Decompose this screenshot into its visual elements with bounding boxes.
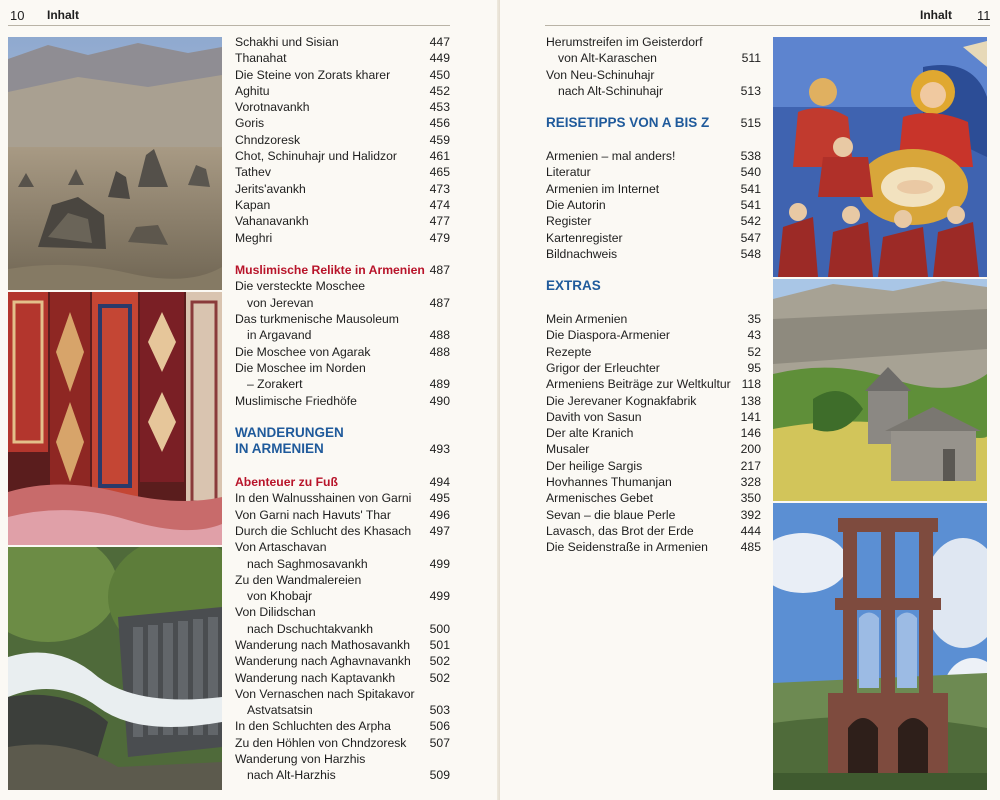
toc-subheading: Muslimische Relikte in Armenien 487 bbox=[235, 263, 450, 278]
toc-entry: Rezepte 52 bbox=[546, 344, 761, 359]
right-page bbox=[500, 0, 1000, 800]
toc-entry: Die Steine von Zorats kharer 450 bbox=[235, 67, 450, 82]
toc-spacer bbox=[235, 409, 450, 425]
toc-entry-continuation: von Jerevan 487 bbox=[247, 295, 450, 310]
toc-spacer bbox=[546, 262, 761, 278]
toc-entry: Grigor der Erleuchter 95 bbox=[546, 360, 761, 375]
toc-entry: Von Neu-Schinuhajr bbox=[546, 67, 655, 82]
toc-entry: Die Moschee von Agarak 488 bbox=[235, 344, 450, 359]
toc-entry: Mein Armenien 35 bbox=[546, 312, 761, 327]
toc-entry: Zu den Wandmalereien bbox=[235, 572, 362, 587]
toc-left-column bbox=[235, 34, 450, 784]
left-running-title: Inhalt bbox=[47, 8, 79, 22]
toc-entry: Wanderung nach Aghavnavankh 502 bbox=[235, 654, 450, 669]
right-header-rule bbox=[545, 25, 990, 26]
toc-entry: Register 542 bbox=[546, 214, 761, 229]
toc-entry: Bildnachweis 548 bbox=[546, 246, 761, 261]
toc-entry: Zu den Höhlen von Chndzoresk 507 bbox=[235, 735, 450, 750]
toc-right-column bbox=[546, 34, 761, 556]
toc-entry: Die Diaspora-Armenier 43 bbox=[546, 328, 761, 343]
toc-subheading: Abenteuer zu Fuß 494 bbox=[235, 475, 450, 490]
bell-tower-photo bbox=[773, 503, 987, 790]
toc-entry: Herumstreifen im Geisterdorf bbox=[546, 35, 703, 49]
toc-entry: Aghitu 452 bbox=[235, 83, 450, 98]
toc-entry-continuation: Astvatsatsin 503 bbox=[247, 703, 450, 718]
toc-spacer bbox=[546, 99, 761, 115]
toc-entry: Die versteckte Moschee bbox=[235, 279, 366, 294]
fresco-photo bbox=[773, 37, 987, 277]
toc-entry: Durch die Schlucht des Khasach 497 bbox=[235, 523, 450, 538]
toc-entry: Tathev 465 bbox=[235, 165, 450, 180]
toc-entry: Die Autorin 541 bbox=[546, 197, 761, 212]
toc-entry-continuation: nach Saghmosavankh 499 bbox=[247, 556, 450, 571]
toc-entry: Von Dilidschan bbox=[235, 605, 316, 620]
toc-entry: Chndzoresk 459 bbox=[235, 132, 450, 147]
toc-section-heading: REISETIPPS VON A BIS Z 515 bbox=[546, 115, 761, 131]
toc-spacer bbox=[235, 246, 450, 262]
toc-entry: Meghri 479 bbox=[235, 230, 450, 245]
toc-entry-continuation: von Alt-Karaschen 511 bbox=[558, 51, 761, 66]
left-page-number: 10 bbox=[10, 8, 25, 23]
left-header-rule bbox=[8, 25, 450, 26]
stone-landscape-photo bbox=[8, 37, 222, 290]
toc-entry: Wanderung von Harzhis bbox=[235, 752, 366, 767]
toc-entry-continuation: – Zorakert 489 bbox=[247, 377, 450, 392]
toc-entry: Lavasch, das Brot der Erde 444 bbox=[546, 523, 761, 538]
toc-entry: Literatur 540 bbox=[546, 165, 761, 180]
toc-entry: Von Vernaschen nach Spitakavor bbox=[235, 686, 415, 701]
toc-entry: Chot, Schinuhajr und Halidzor 461 bbox=[235, 149, 450, 164]
toc-entry: Vorotnavankh 453 bbox=[235, 100, 450, 115]
toc-entry: Schakhi und Sisian 447 bbox=[235, 35, 450, 49]
carpet-market-photo bbox=[8, 292, 222, 545]
toc-entry-continuation: in Argavand 488 bbox=[247, 328, 450, 343]
toc-entry: Musaler 200 bbox=[546, 442, 761, 457]
toc-entry: In den Schluchten des Arpha 506 bbox=[235, 719, 450, 734]
toc-entry: Vahanavankh 477 bbox=[235, 214, 450, 229]
toc-entry: Sevan – die blaue Perle 392 bbox=[546, 507, 761, 522]
right-page-number: 11 bbox=[977, 8, 991, 23]
toc-entry: Armeniens Beiträge zur Weltkultur 118 bbox=[546, 377, 761, 392]
toc-spacer bbox=[235, 458, 450, 474]
toc-section-heading: WANDERUNGEN IN ARMENIEN 493 bbox=[235, 425, 450, 457]
toc-section-heading: EXTRAS bbox=[546, 278, 601, 294]
toc-entry: Jerits'avankh 473 bbox=[235, 181, 450, 196]
toc-entry-continuation: von Khobajr 499 bbox=[247, 589, 450, 604]
toc-spacer bbox=[546, 132, 761, 148]
toc-entry: Wanderung nach Kaptavankh 502 bbox=[235, 670, 450, 685]
toc-entry: Das turkmenische Mausoleum bbox=[235, 312, 399, 327]
right-running-title: Inhalt bbox=[920, 8, 952, 22]
toc-entry: Von Artaschavan bbox=[235, 540, 327, 555]
toc-entry: Hovhannes Thumanjan 328 bbox=[546, 475, 761, 490]
toc-entry: Kapan 474 bbox=[235, 197, 450, 212]
toc-entry: In den Walnusshainen von Garni 495 bbox=[235, 491, 450, 506]
toc-entry: Die Seidenstraße in Armenien 485 bbox=[546, 540, 761, 555]
toc-entry: Muslimische Friedhöfe 490 bbox=[235, 393, 450, 408]
toc-entry: Goris 456 bbox=[235, 116, 450, 131]
toc-entry: Davith von Sasun 141 bbox=[546, 409, 761, 424]
toc-entry: Der alte Kranich 146 bbox=[546, 426, 761, 441]
monastery-photo bbox=[773, 279, 987, 501]
toc-entry-continuation: nach Alt-Harzhis 509 bbox=[247, 768, 450, 783]
toc-entry: Wanderung nach Mathosavankh 501 bbox=[235, 637, 450, 652]
toc-entry: Die Moschee im Norden bbox=[235, 360, 366, 375]
toc-entry-continuation: nach Dschuchtakvankh 500 bbox=[247, 621, 450, 636]
toc-entry: Armenisches Gebet 350 bbox=[546, 491, 761, 506]
toc-entry: Die Jerevaner Kognakfabrik 138 bbox=[546, 393, 761, 408]
toc-entry: Armenien – mal anders! 538 bbox=[546, 149, 761, 164]
toc-entry: Von Garni nach Havuts' Thar 496 bbox=[235, 507, 450, 522]
toc-entry: Kartenregister 547 bbox=[546, 230, 761, 245]
toc-entry-continuation: nach Alt-Schinuhajr 513 bbox=[558, 83, 761, 98]
toc-entry: Thanahat 449 bbox=[235, 51, 450, 66]
toc-entry: Armenien im Internet 541 bbox=[546, 181, 761, 196]
toc-entry: Der heilige Sargis 217 bbox=[546, 458, 761, 473]
toc-spacer bbox=[546, 295, 761, 311]
river-gorge-photo bbox=[8, 547, 222, 790]
